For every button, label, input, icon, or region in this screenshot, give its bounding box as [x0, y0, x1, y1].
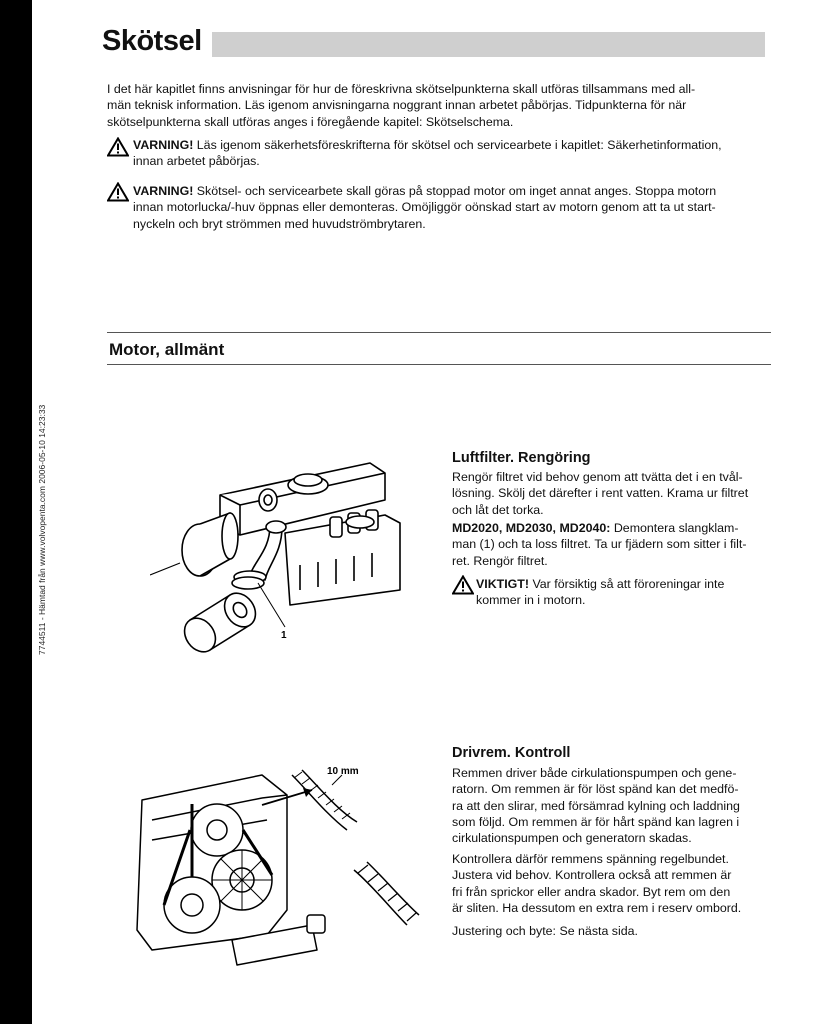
warning-text: Läs igenom säkerhetsföreskrifterna för skötsel och servicearbete i kapitlet: Säkerhetinformation, — [193, 138, 722, 152]
section-rule-top — [107, 332, 771, 333]
warning-label: VARNING! — [133, 138, 194, 152]
drivrem-paragraph-2 — [452, 851, 797, 916]
warning-label: VARNING! — [133, 184, 194, 198]
page — [32, 0, 822, 1024]
side-note: 7744511 - Hämtad från www.volvopenta.com 2006-05-10 14:23:33 — [37, 404, 47, 655]
page-title: Skötsel — [102, 25, 202, 57]
text-line: ra att den slirar, med försämrad kylning och laddning — [452, 798, 740, 813]
title-row — [102, 25, 767, 65]
text-line: cirkulationspumpen och generatorn skadas. — [452, 831, 692, 846]
warning-text: innan motorlucka/-huv öppnas eller demonteras. Omöjliggör oönskad start av motorn genom att ta ut start- — [133, 200, 716, 215]
section-rule-bottom — [107, 364, 771, 365]
text-line: kommer in i motorn. — [476, 593, 586, 608]
important-note — [476, 576, 796, 609]
warning-text: Skötsel- och servicearbete skall göras på stoppad motor om inget annat anges. Stoppa motorn — [193, 184, 717, 198]
intro-line: I det här kapitlet finns anvisningar för hur de föreskrivna skötselpunkterna skall utföras tillsammans med all- — [107, 82, 696, 96]
text-line: Var försiktig så att föroreningar inte — [529, 577, 725, 591]
section-heading: Motor, allmänt — [109, 340, 225, 359]
text-line: Demontera slangklam- — [610, 521, 739, 535]
text-line: Remmen driver både cirkulationspumpen och gene- — [452, 766, 737, 780]
text-line: Kontrollera därför remmens spänning regelbundet. — [452, 852, 729, 866]
important-label: VIKTIGT! — [476, 577, 529, 591]
text-line: man (1) och ta loss filtret. Ta ur fjädern som sitter i filt- — [452, 537, 747, 552]
text-line: ret. Rengör filtret. — [452, 553, 548, 568]
text-line: Justera vid behov. Kontrollera också att remmen är — [452, 868, 732, 883]
drive-belt-illustration — [122, 760, 422, 975]
warning-text: innan arbetet påbörjas. — [133, 154, 260, 169]
luftfilter-heading: Luftfilter. Rengöring — [452, 450, 591, 466]
air-filter-illustration — [150, 455, 418, 655]
warning-triangle-icon — [107, 182, 129, 202]
drivrem-paragraph-3: Justering och byte: Se nästa sida. — [452, 924, 638, 938]
text-line: fri från sprickor eller andra skador. Byt rem om den — [452, 884, 731, 899]
luftfilter-paragraph-2 — [452, 520, 797, 569]
warning-triangle-icon — [107, 137, 129, 157]
intro-paragraph — [107, 81, 787, 130]
text-line: ratorn. Om remmen är för löst spänd kan det medfö- — [452, 782, 739, 797]
warning-text: nyckeln och bryt strömmen med huvudströmbrytaren. — [133, 216, 426, 231]
luftfilter-paragraph-1 — [452, 469, 787, 518]
title-bar — [212, 32, 765, 57]
drivrem-heading: Drivrem. Kontroll — [452, 745, 571, 761]
text-line: Rengör filtret vid behov genom att tvätta det i en tvål- — [452, 470, 743, 484]
text-line: är sliten. Ha dessutom en extra rem i reserv ombord. — [452, 900, 742, 915]
callout-label: 10 mm — [327, 766, 359, 777]
drivrem-paragraph-1 — [452, 765, 797, 846]
intro-line: skötselpunkterna skall utföras anges i föregående kapitel: Skötselschema. — [107, 114, 514, 129]
text-line: och låt det torka. — [452, 502, 544, 517]
warning-1 — [133, 137, 793, 170]
text-line: lösning. Skölj det därefter i rent vatten. Krama ur filtret — [452, 486, 749, 501]
intro-line: män teknisk information. Läs igenom anvisningarna noggrant innan arbetet påbörjas. Tidpunkterna för när — [107, 98, 687, 113]
model-list: MD2020, MD2030, MD2040: — [452, 521, 611, 535]
text-line: som följd. Om remmen är för hårt spänd kan lagren i — [452, 814, 740, 829]
warning-2 — [133, 183, 793, 232]
warning-triangle-icon — [452, 575, 474, 595]
callout-label: 1 — [281, 630, 287, 641]
